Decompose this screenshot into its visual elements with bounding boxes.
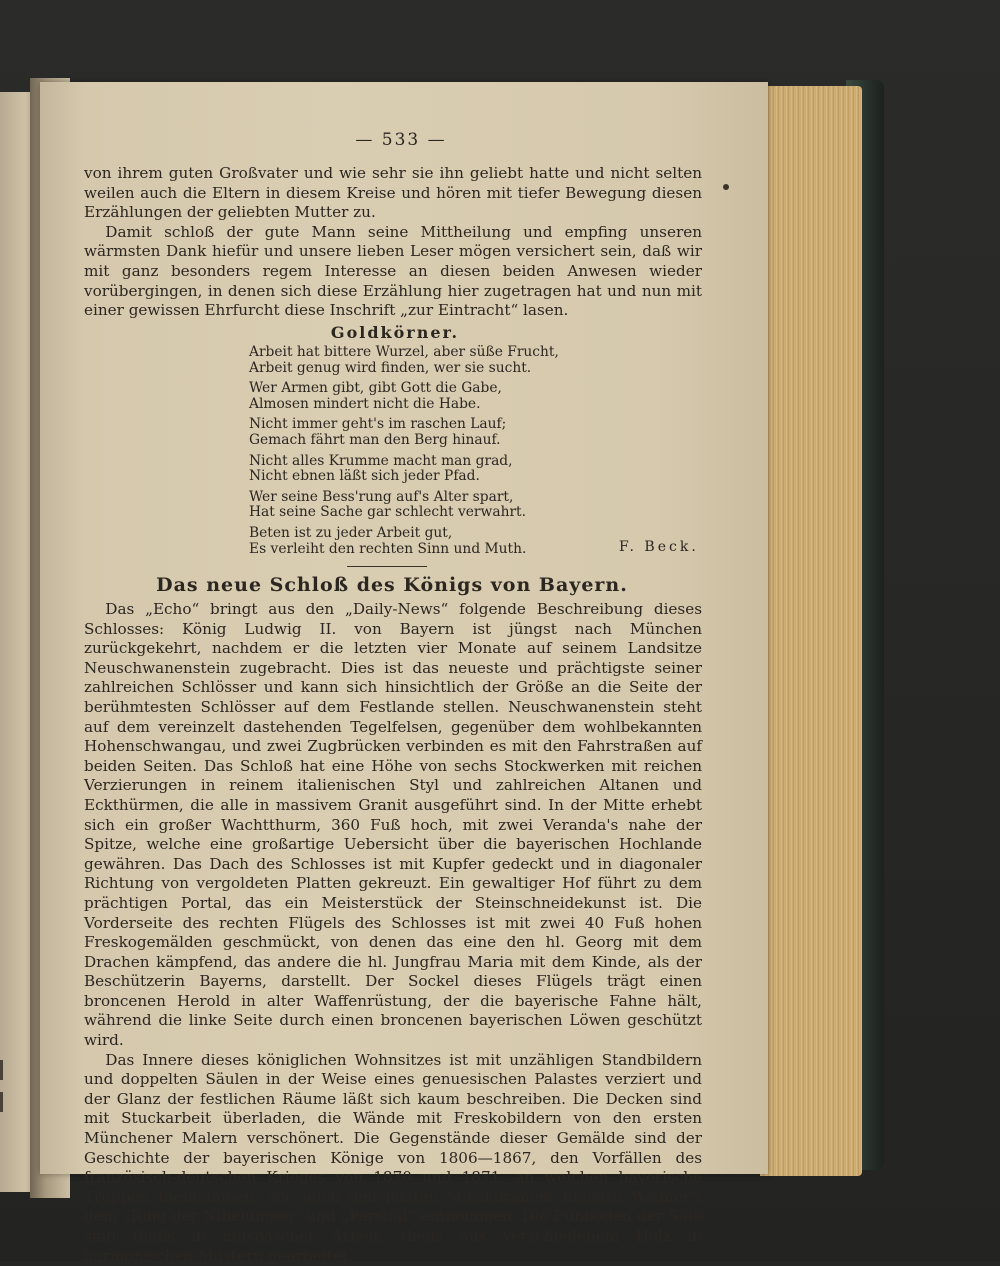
article-paragraph: Das Innere dieses königlichen Wohnsitzes ist mit unzähligen Standbildern und doppelten Säulen in der Weise eines genuesischen Palastes verziert und der Glanz der festlichen Räume läßt sich kaum beschreiben. Die Decken sind mit Stuckarbeit überladen, die Wände mit Freskobildern von den ersten Münchener Malern verschönert. Die Gegenstände dieser Gemälde sind der Geschichte der bayerischen Könige von 1806—1867, den Vorfällen des französisch-deutschen Krieges von 1870 und 1871, an welchen bayerische Truppen theilnahmen, wie auch den letzten Musikdramen Richard Wagner's dem „Ring der Nibelungen“ und „Parsifal“ entnommen. Die Fußböden der Säle sind theils in musivischer Arbeit, theils aus verschiedenem Holz in harmonischen Mustern gearbeitet.: [84, 1050, 702, 1265]
poem-line: Es verleiht den rechten Sinn und Muth.: [249, 540, 527, 557]
poem-line: Nicht immer geht's im raschen Lauf;: [249, 416, 507, 433]
page-edges: [760, 86, 862, 1176]
intro-paragraph: von ihrem guten Großvater und wie sehr sie ihn geliebt hatte und nicht selten weilen auch die Eltern in diesem Kreise und hören mit tiefer Bewegung diesen Erzählungen der geliebten Mutter zu.: [84, 164, 702, 222]
section-divider: [347, 566, 427, 567]
poem-line: Almosen mindert nicht die Habe.: [249, 395, 481, 412]
page-number: — 533 —: [355, 130, 447, 150]
poem-stanza: [249, 454, 549, 485]
intro-text: [84, 164, 702, 321]
intro-paragraph: Damit schloß der gute Mann seine Mittheilung und empfing unseren wärmsten Dank hiefür und unsere lieben Leser mögen versichert sein, daß wir mit ganz besonders regem Interesse an diesen beiden Anwesen wieder vorübergingen, in denen sich diese Erzählung hier zugetragen hat und nun mit einer gewissen Ehrfurcht diese Inschrift „zur Eintracht“ lasen.: [84, 222, 702, 320]
ink-spot: [723, 184, 729, 190]
poem-line: Beten ist zu jeder Arbeit gut,: [249, 524, 453, 541]
poem-line: Arbeit hat bittere Wurzel, aber süße Frucht,: [249, 344, 559, 360]
poem-line: Gemach fährt man den Berg hinauf.: [249, 431, 501, 448]
article-paragraph: Das „Echo“ bringt aus den „Daily-News“ folgende Beschreibung dieses Schlosses: König Ludwig II. von Bayern ist jüngst nach München zurückgekehrt, nachdem er die letzten vier Monate auf seinem Landsitze Neuschwanenstein zugebracht. Dies ist das neueste und prächtigste seiner zahlreichen Schlösser und kann sich hinsichtlich der Größe an die Seite der berühmtesten Schlösser auf dem Festlande stellen. Neuschwanenstein steht auf dem vereinzelt dastehenden Tegelfelsen, gegenüber dem wohlbekannten Hohenschwangau, und zwei Zugbrücken verbinden es mit den Fahrstraßen auf beiden Seiten. Das Schloß hat eine Höhe von sechs Stockwerken mit reichen Verzierungen in reinem italienischen Styl und zahlreichen Altanen und Eckthürmen, die alle in massivem Granit ausgeführt sind. In der Mitte erhebt sich ein großer Wachtthurm, 360 Fuß hoch, mit zwei Veranda's nahe der Spitze, welche eine großartige Uebersicht über die bayerischen Hochlande gewähren. Das Dach des Schlosses ist mit Kupfer gedeckt und in diagonaler Richtung von vergoldeten Platten gekreuzt. Ein gewaltiger Hof führt zu dem prächtigen Portal, das ein Meisterstück der Steinschneidekunst ist. Die Vorderseite des rechten Flügels des Schlosses ist mit zwei 40 Fuß hohen Freskogemälden geschmückt, von denen das eine den hl. Georg mit dem Drachen kämpfend, das andere die hl. Jungfrau Maria mit dem Kinde, als der Beschützerin Bayerns, darstellt. Der Sockel dieses Flügels trägt einen broncenen Herold in alter Waffenrüstung, der die bayerische Fahne hält, während die linke Seite durch einen broncenen bayerischen Löwen geschützt wird.: [84, 600, 702, 1050]
poem-stanza: [249, 417, 549, 448]
poem-line: Arbeit genug wird finden, wer sie sucht.: [249, 359, 532, 376]
poem-stanza: [249, 526, 549, 557]
left-page-mark: [0, 1092, 3, 1112]
poem-line: Nicht ebnen läßt sich jeder Pfad.: [249, 468, 480, 485]
poem-stanza: [249, 344, 559, 376]
poem-line: Hat seine Sache gar schlecht verwahrt.: [249, 504, 526, 521]
poem-line: Wer Armen gibt, gibt Gott die Gabe,: [249, 380, 502, 397]
poem-author: F. Beck.: [619, 539, 699, 555]
poem-stanza: [249, 490, 549, 521]
poem-stanza: [249, 381, 549, 412]
left-page-mark: [0, 1060, 3, 1080]
poem-line: Nicht alles Krumme macht man grad,: [249, 452, 513, 469]
article-body: [84, 600, 702, 1266]
poem-line: Wer seine Bess'rung auf's Alter spart,: [249, 488, 514, 505]
poem: [249, 344, 559, 562]
poem-title: Goldkörner.: [330, 323, 460, 342]
article-heading: Das neue Schloß des Königs von Bayern.: [156, 574, 628, 596]
